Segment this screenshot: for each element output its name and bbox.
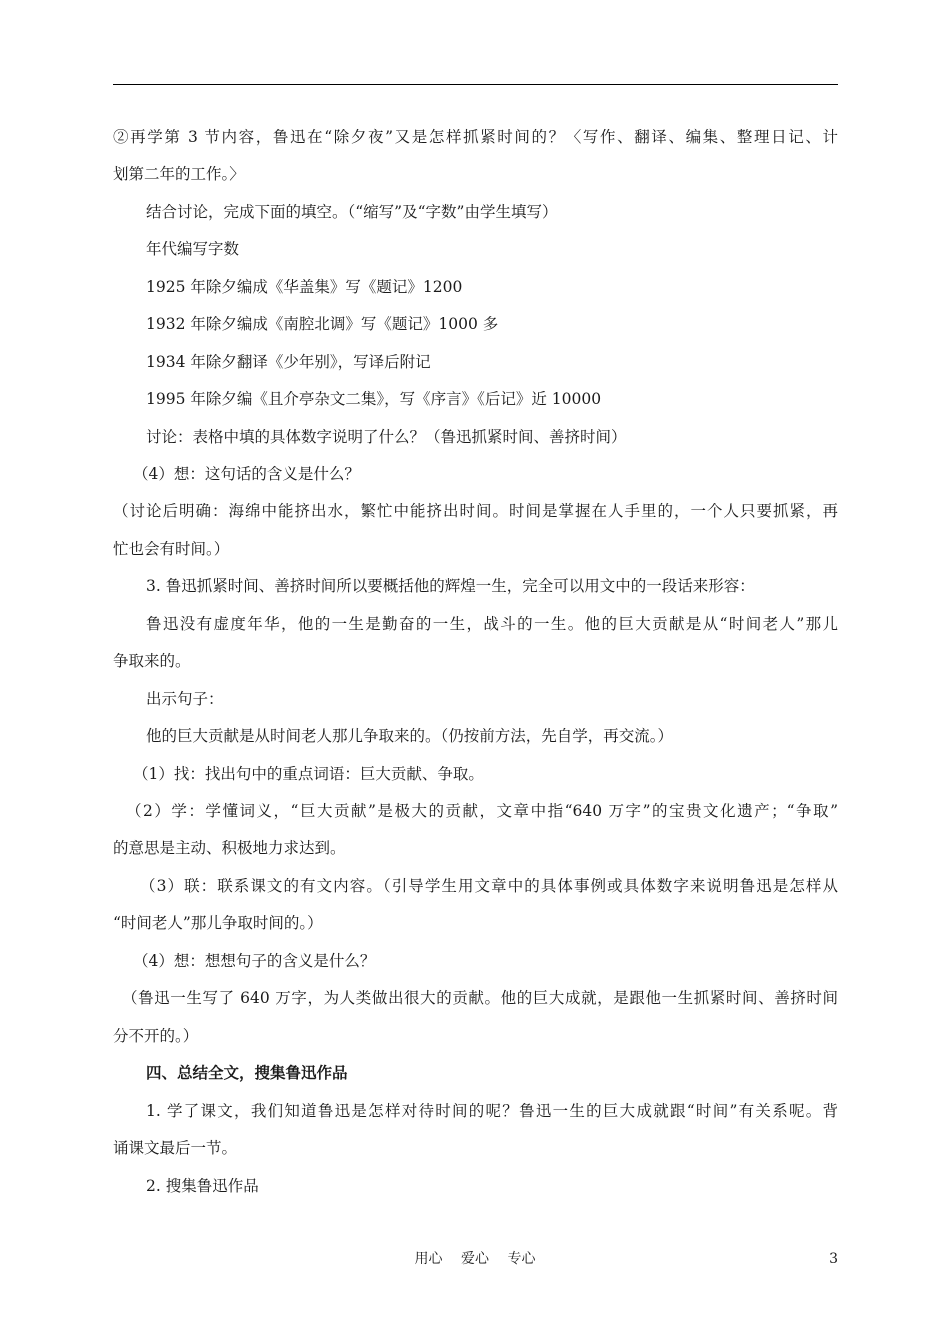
paragraph-line: 1. 学了课文，我们知道鲁迅是怎样对待时间的呢？鲁迅一生的巨大成就跟“时间”有关系呢。背 bbox=[146, 1102, 838, 1120]
paragraph-line: ②再学第 3 节内容，鲁迅在“除夕夜”又是怎样抓紧时间的？〈写作、翻译、编集、整理日记、计 bbox=[113, 128, 838, 146]
paragraph-line: （1）找：找出句中的重点词语：巨大贡献、争取。 bbox=[133, 765, 484, 783]
paragraph-line: （讨论后明确：海绵中能挤出水，繁忙中能挤出时间。时间是掌握在人手里的，一个人只要抓紧，再 bbox=[113, 502, 838, 520]
paragraph-line: 结合讨论，完成下面的填空。（“缩写”及“字数”由学生填写） bbox=[146, 203, 558, 221]
paragraph-line: （2）学：学懂词义，“巨大贡献”是极大的贡献，文章中指“640 万字”的宝贵文化遗产；“争取” bbox=[126, 802, 838, 820]
paragraph-line: 忙也会有时间。） bbox=[113, 540, 230, 558]
table-row-line: 1925 年除夕编成《华盖集》写《题记》1200 bbox=[146, 278, 463, 296]
paragraph-line: 分不开的。） bbox=[113, 1027, 199, 1045]
paragraph-line: 讨论：表格中填的具体数字说明了什么？（鲁迅抓紧时间、善挤时间） bbox=[146, 428, 627, 446]
paragraph-line: （鲁迅一生写了 640 万字，为人类做出很大的贡献。他的巨大成就，是跟他一生抓紧时间、善挤时间 bbox=[122, 989, 838, 1007]
paragraph-line: （4）想：想想句子的含义是什么？ bbox=[133, 952, 376, 970]
paragraph-line: （4）想：这句话的含义是什么？ bbox=[133, 465, 360, 483]
paragraph-line: 划第二年的工作。〉 bbox=[113, 165, 245, 183]
header-rule bbox=[113, 84, 838, 85]
paragraph-line: 争取来的。 bbox=[113, 652, 191, 670]
paragraph-line: 出示句子： bbox=[146, 690, 224, 708]
section-heading: 四、总结全文，搜集鲁迅作品 bbox=[146, 1063, 348, 1082]
table-row-line: 1995 年除夕编《且介亭杂文二集》，写《序言》《后记》近 10000 bbox=[146, 390, 602, 408]
paragraph-line: （3）联：联系课文的有文内容。（引导学生用文章中的具体事例或具体数字来说明鲁迅是怎样从 bbox=[140, 877, 838, 895]
table-row-line: 1932 年除夕编成《南腔北调》写《题记》1000 多 bbox=[146, 315, 499, 333]
footer-motto: 用心 爱心 专心 bbox=[414, 1251, 536, 1267]
table-row-line: 1934 年除夕翻译《少年别》，写译后附记 bbox=[146, 353, 431, 371]
paragraph-line: 诵课文最后一节。 bbox=[113, 1139, 238, 1157]
table-header-line: 年代编写字数 bbox=[146, 240, 240, 258]
paragraph-line: 2. 搜集鲁迅作品 bbox=[146, 1177, 259, 1195]
paragraph-line: 鲁迅没有虚度年华，他的一生是勤奋的一生，战斗的一生。他的巨大贡献是从“时间老人”那儿 bbox=[146, 615, 838, 633]
paragraph-line: “时间老人”那儿争取时间的。） bbox=[113, 914, 323, 932]
paragraph-line: 3. 鲁迅抓紧时间、善挤时间所以要概括他的辉煌一生，完全可以用文中的一段话来形容： bbox=[146, 577, 755, 595]
quoted-sentence: 他的巨大贡献是从时间老人那儿争取来的。（仍按前方法，先自学，再交流。） bbox=[146, 727, 674, 745]
page-number: 3 bbox=[829, 1251, 838, 1267]
paragraph-line: 的意思是主动、积极地力求达到。 bbox=[113, 839, 346, 857]
